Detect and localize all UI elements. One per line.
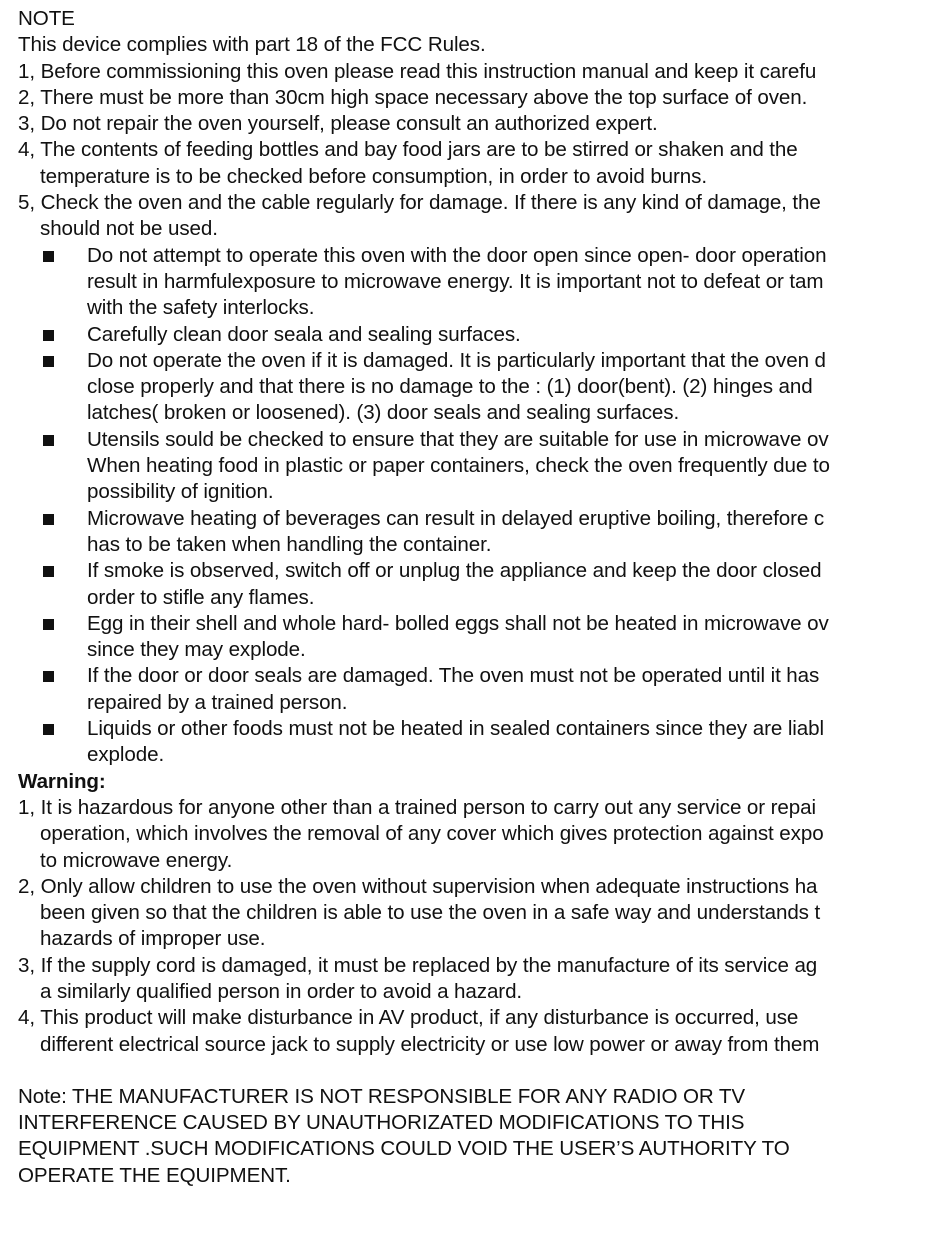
square-bullet-icon [43, 356, 54, 367]
warning-line-continued: hazards of improper use. [40, 927, 266, 951]
square-bullet-icon [43, 724, 54, 735]
bullet-line: latches( broken or loosened). (3) door seals and sealing surfaces. [87, 401, 680, 425]
bullet-line: If the door or door seals are damaged. The oven must not be operated until it has [87, 664, 820, 688]
square-bullet-icon [43, 251, 54, 262]
warning-line-continued: different electrical source jack to supply electricity or use low power or away from them [40, 1032, 820, 1056]
square-bullet-icon [43, 330, 54, 341]
bullet-line: Microwave heating of beverages can result in delayed eruptive boiling, therefore c [87, 506, 825, 530]
instruction-item-5 [18, 190, 932, 243]
manufacturer-note [18, 1084, 932, 1189]
bullet-line: with the safety interlocks. [87, 296, 315, 320]
bullet-item-7 [18, 611, 932, 664]
safety-bullet-list [18, 243, 932, 769]
square-bullet-icon [43, 671, 54, 682]
fcc-compliance-statement: This device complies with part 18 of the FCC Rules. [18, 33, 486, 57]
bullet-line: order to stifle any flames. [87, 585, 315, 609]
bullet-item-4 [18, 427, 932, 506]
warning-item-1 [18, 795, 932, 874]
note-line: OPERATE THE EQUIPMENT. [18, 1163, 291, 1187]
warning-line: 1, It is hazardous for anyone other than a trained person to carry out any service or repai [18, 795, 816, 819]
instruction-item-1 [18, 59, 932, 85]
bullet-line: since they may explode. [87, 638, 306, 662]
instruction-line: 1, Before commissioning this oven please read this instruction manual and keep it carefu [18, 59, 817, 83]
square-bullet-icon [43, 514, 54, 525]
warning-item-2 [18, 874, 932, 953]
warning-heading: Warning: [18, 769, 106, 793]
instruction-line: 5, Check the oven and the cable regularly for damage. If there is any kind of damage, the [18, 191, 821, 215]
warning-line-continued: been given so that the children is able to use the oven in a safe way and understands t [40, 901, 821, 925]
instruction-line: 3, Do not repair the oven yourself, please consult an authorized expert. [18, 112, 658, 136]
instruction-line-continued: should not be used. [40, 217, 218, 241]
warning-line: 3, If the supply cord is damaged, it must be replaced by the manufacture of its service ag [18, 953, 818, 977]
instruction-line-continued: temperature is to be checked before consumption, in order to avoid burns. [40, 164, 707, 188]
note-line: INTERFERENCE CAUSED BY UNAUTHORIZATED MODIFICATIONS TO THIS [18, 1111, 745, 1135]
section-spacer [18, 1058, 932, 1084]
bullet-item-6 [18, 558, 932, 611]
warning-line-continued: to microwave energy. [40, 848, 233, 872]
bullet-line: result in harmfulexposure to microwave energy. It is important not to defeat or tam [87, 269, 824, 293]
warning-list [18, 795, 932, 1058]
warning-line-continued: operation, which involves the removal of any cover which gives protection against expo [40, 822, 824, 846]
instruction-line: 4, The contents of feeding bottles and bay food jars are to be stirred or shaken and the [18, 138, 798, 162]
bullet-line: close properly and that there is no damage to the : (1) door(bent). (2) hinges and [87, 375, 813, 399]
bullet-line: possibility of ignition. [87, 480, 274, 504]
instruction-item-3 [18, 111, 932, 137]
square-bullet-icon [43, 619, 54, 630]
bullet-item-8 [18, 663, 932, 716]
warning-line-continued: a similarly qualified person in order to avoid a hazard. [40, 979, 523, 1003]
bullet-line: has to be taken when handling the container. [87, 532, 492, 556]
bullet-line: Do not attempt to operate this oven with the door open since open- door operation [87, 243, 827, 267]
warning-item-4 [18, 1005, 932, 1058]
note-line: EQUIPMENT .SUCH MODIFICATIONS COULD VOID THE USER’S AUTHORITY TO [18, 1137, 790, 1161]
warning-item-3 [18, 953, 932, 1006]
bullet-line: Do not operate the oven if it is damaged. It is particularly important that the oven d [87, 348, 826, 372]
square-bullet-icon [43, 566, 54, 577]
warning-line: 2, Only allow children to use the oven without supervision when adequate instructions ha [18, 874, 818, 898]
bullet-line: Carefully clean door seala and sealing surfaces. [87, 322, 521, 346]
bullet-line: Egg in their shell and whole hard- bolled eggs shall not be heated in microwave ov [87, 611, 829, 635]
bullet-item-2 [18, 322, 932, 348]
instruction-item-4 [18, 137, 932, 190]
bullet-line: When heating food in plastic or paper containers, check the oven frequently due to [87, 454, 830, 478]
bullet-item-1 [18, 243, 932, 322]
numbered-instructions [18, 59, 932, 243]
bullet-line: Utensils sould be checked to ensure that they are suitable for use in microwave ov [87, 427, 829, 451]
note-line: Note: THE MANUFACTURER IS NOT RESPONSIBLE FOR ANY RADIO OR TV [18, 1084, 746, 1108]
bullet-line: If smoke is observed, switch off or unplug the appliance and keep the door closed [87, 559, 822, 583]
warning-line: 4, This product will make disturbance in AV product, if any disturbance is occurred, use [18, 1006, 799, 1030]
bullet-line: repaired by a trained person. [87, 690, 348, 714]
bullet-item-3 [18, 348, 932, 427]
instruction-line: 2, There must be more than 30cm high space necessary above the top surface of oven. [18, 85, 808, 109]
bullet-line: explode. [87, 743, 165, 767]
document-page [18, 6, 932, 1189]
square-bullet-icon [43, 435, 54, 446]
bullet-item-9 [18, 716, 932, 769]
bullet-line: Liquids or other foods must not be heated in sealed containers since they are liabl [87, 717, 824, 741]
instruction-item-2 [18, 85, 932, 111]
bullet-item-5 [18, 506, 932, 559]
note-heading: NOTE [18, 7, 75, 30]
